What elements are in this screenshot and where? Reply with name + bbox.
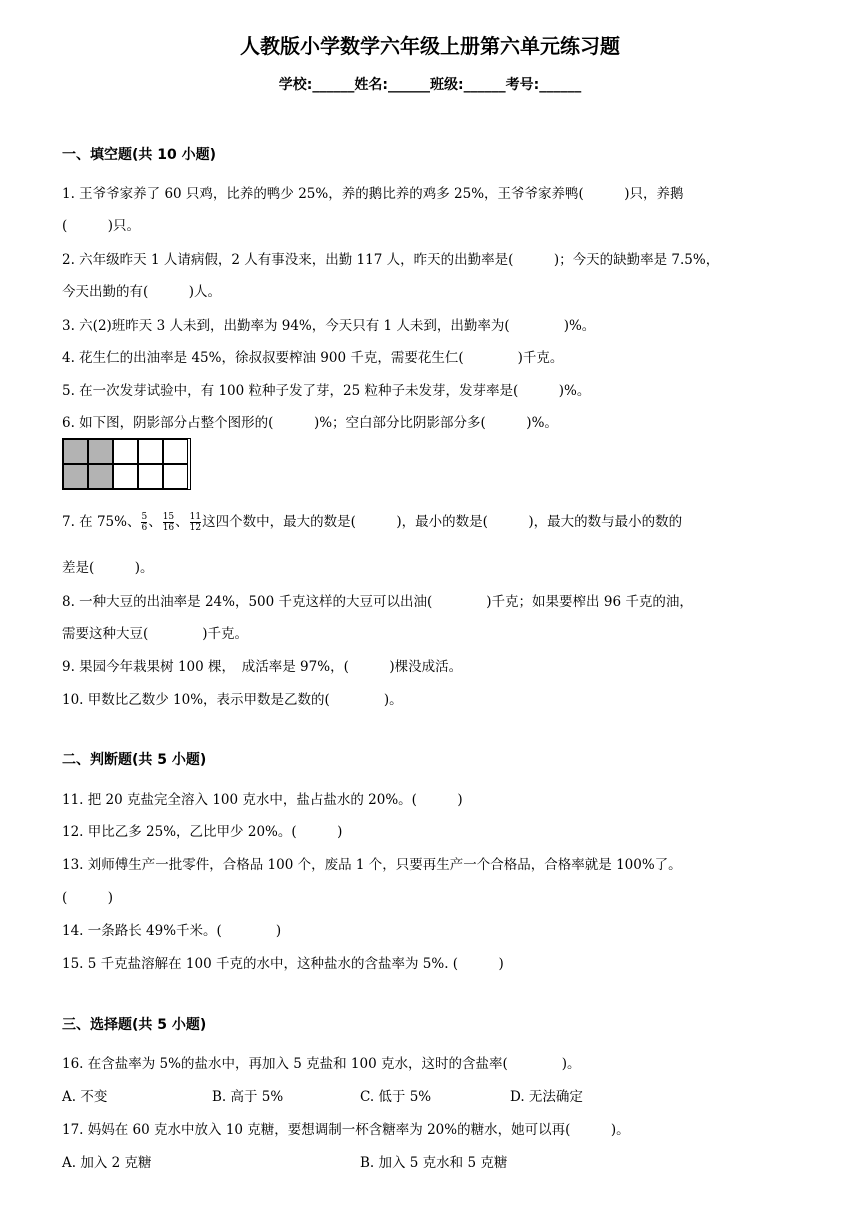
grid-cell [138, 464, 163, 489]
student-info-line: 学校:______姓名:______班级:______考号:______ [278, 77, 582, 93]
question-10: 10. 甲数比乙数少 10%，表示甲数是乙数的( )。 [62, 692, 403, 708]
grid-cell-shaded [63, 464, 88, 489]
option-d: D. 无法确定 [510, 1089, 583, 1105]
fraction-denominator: 6 [141, 523, 148, 533]
question-3: 3. 六(2)班昨天 3 人未到，出勤率为 94%，今天只有 1 人未到，出勤率为( )%。 [62, 318, 596, 334]
option-c: C. 低于 5% [360, 1089, 432, 1105]
grid-cell [138, 439, 163, 464]
section-multiple-choice: 三、选择题(共 5 小题) [62, 1017, 207, 1033]
question-1-line-2: ( )只。 [62, 218, 141, 234]
option-a: A. 不变 [62, 1089, 108, 1105]
question-9: 9. 果园今年栽果树 100 棵， 成活率是 97%，( )棵没成活。 [62, 659, 463, 675]
grid-cell [113, 464, 138, 489]
grid-cell [163, 439, 188, 464]
fraction-5-6 [141, 512, 147, 533]
question-8-line-1: 8. 一种大豆的出油率是 24%，500 千克这样的大豆可以出油( )千克；如果要榨出 96 千克的油， [62, 594, 693, 610]
question-6: 6. 如下图，阴影部分占整个图形的( )%；空白部分比阴影部分多( )%。 [62, 415, 558, 431]
grid-cell [163, 464, 188, 489]
fraction-numerator: 11 [189, 512, 202, 522]
question-5: 5. 在一次发芽试验中，有 100 粒种子发了芽，25 粒种子未发芽，发芽率是( )%。 [62, 383, 591, 399]
fraction-denominator: 12 [189, 523, 202, 533]
question-7-prefix: 7. 在 75%、 [62, 514, 141, 530]
question-13-line-1: 13. 刘师傅生产一批零件，合格品 100 个，废品 1 个，只要再生产一个合格品，合格率就是 100%了。 [62, 857, 682, 873]
question-7-suffix: 这四个数中，最大的数是( )，最小的数是( )，最大的数与最小的数的 [202, 514, 683, 530]
question-8-line-2: 需要这种大豆( )千克。 [62, 626, 249, 642]
fraction-11-12 [190, 512, 201, 533]
question-7-line-2: 差是( )。 [62, 560, 154, 576]
grid-cell-shaded [88, 464, 113, 489]
question-15: 15. 5 千克盐溶解在 100 千克的水中，这种盐水的含盐率为 5%. ( ) [62, 956, 504, 972]
question-2-line-2: 今天出勤的有( )人。 [62, 284, 222, 300]
question-16: 16. 在含盐率为 5%的盐水中，再加入 5 克盐和 100 克水，这时的含盐率( )。 [62, 1056, 581, 1072]
option-a: A. 加入 2 克糖 [62, 1155, 152, 1171]
page-title: 人教版小学数学六年级上册第六单元练习题 [240, 34, 620, 58]
fraction-numerator: 15 [162, 512, 175, 522]
grid-cell [113, 439, 138, 464]
question-14: 14. 一条路长 49%千米。( ) [62, 923, 282, 939]
question-4: 4. 花生仁的出油率是 45%，徐叔叔要榨油 900 千克，需要花生仁( )千克。 [62, 350, 564, 366]
question-17: 17. 妈妈在 60 克水中放入 10 克糖，要想调制一杯含糖率为 20%的糖水，她可以再( )。 [62, 1122, 630, 1138]
grid-cell-shaded [63, 439, 88, 464]
fraction-denominator: 16 [162, 523, 175, 533]
section-true-false: 二、判断题(共 5 小题) [62, 752, 207, 768]
question-1-line-1: 1. 王爷爷家养了 60 只鸡，比养的鸭少 25%，养的鹅比养的鸡多 25%，王爷爷家养鸭( )只，养鹅 [62, 186, 684, 202]
section-fill-in: 一、填空题(共 10 小题) [62, 147, 217, 163]
fraction-15-16 [163, 512, 174, 533]
question-11: 11. 把 20 克盐完全溶入 100 克水中，盐占盐水的 20%。( ) [62, 792, 463, 808]
question-2-line-1: 2. 六年级昨天 1 人请病假，2 人有事没来，出勤 117 人，昨天的出勤率是( )；今天的缺勤率是 7.5%， [62, 252, 720, 268]
grid-cell-shaded [88, 439, 113, 464]
option-b: B. 加入 5 克水和 5 克糖 [360, 1155, 508, 1171]
question-12: 12. 甲比乙多 25%，乙比甲少 20%。( ) [62, 824, 343, 840]
question-7-line-1: 7. 在 75%、 $\frac{5}{6}$ 、 $\frac{15}{16}$ 、 $\frac{11}{12}$ 这四个数中，最大的数是( )，最小的数是( )，最大的数与最小的数的 [62, 512, 683, 533]
fraction-numerator: 5 [141, 512, 148, 522]
shaded-grid-figure [62, 438, 191, 490]
question-13-line-2: ( ) [62, 890, 114, 906]
option-b: B. 高于 5% [212, 1089, 284, 1105]
